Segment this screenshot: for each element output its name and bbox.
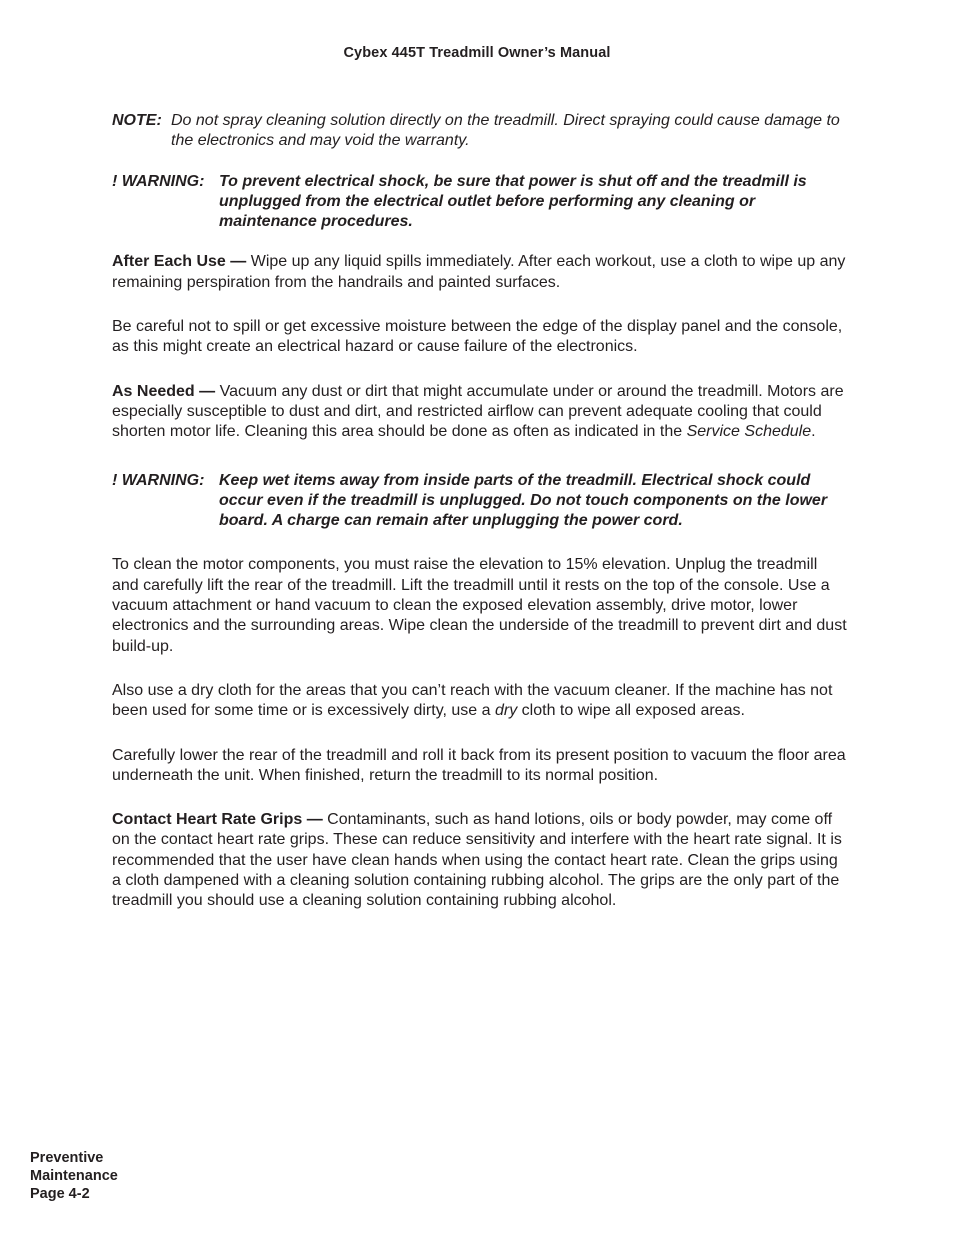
lower-treadmill-paragraph: Carefully lower the rear of the treadmill and roll it back from its present position to vacuum the floor area underneath the unit. When finished, return the treadmill to its normal position. <box>112 746 846 784</box>
as-needed-paragraph <box>112 382 848 443</box>
warning-label: ! WARNING: <box>112 172 205 190</box>
warning-text: To prevent electrical shock, be sure that power is shut off and the treadmill is unplugged from the electrical outlet before performing any cleaning or maintenance procedures. <box>219 172 807 231</box>
heart-rate-grips-text: Contaminants, such as hand lotions, oils or body powder, may come off on the contact heart rate grips. These can reduce sensitivity and interfere with the heart rate signal. It is recommended that the user have clean hands when using the contact heart rate. Clean the grips using a cloth dampened with a cleaning solution containing rubbing alcohol. The grips are the only part of the treadmill you should use a cleaning solution containing rubbing alcohol. <box>112 811 842 910</box>
page-footer <box>30 1149 118 1203</box>
footer-section-line2: Maintenance <box>30 1168 118 1184</box>
as-needed-end: . <box>811 423 816 441</box>
after-each-use-text: Wipe up any liquid spills immediately. After each workout, use a cloth to wipe up any remaining perspiration from the handrails and painted surfaces. <box>112 253 846 291</box>
heart-rate-grips-paragraph <box>112 810 848 911</box>
as-needed-text: Vacuum any dust or dirt that might accumulate under or around the treadmill. Motors are especially susceptible to dust and dirt, and restricted airflow can prevent adequate cooling that could shorten motor life. Cleaning this area should be done as often as indicated in the <box>112 382 844 441</box>
warning-block-electrical-shock <box>112 172 848 233</box>
dry-cloth-text-before: Also use a dry cloth for the areas that you can’t reach with the vacuum cleaner. If the machine has not been used for some time or is excessively dirty, use a <box>112 681 833 720</box>
warning-label: ! WARNING: <box>112 471 205 489</box>
warning-block-wet-items <box>112 471 848 532</box>
note-block <box>112 111 848 152</box>
motor-cleaning-paragraph: To clean the motor components, you must raise the elevation to 15% elevation. Unplug the treadmill and carefully lift the rear of the treadmill. Lift the treadmill until it rests on the top of the console. Use a vacuum attachment or hand vacuum to clean the exposed elevation assembly, drive motor, lower electronics and the surrounding areas. Wipe clean the underside of the treadmill to prevent dirt and dust build-up. <box>112 556 847 655</box>
page-header-title: Cybex 445T Treadmill Owner’s Manual <box>343 45 611 61</box>
careful-paragraph: Be careful not to spill or get excessive moisture between the edge of the display panel and the console, as this might create an electrical hazard or cause failure of the electronics. <box>112 318 843 356</box>
note-text: Do not spray cleaning solution directly on the treadmill. Direct spraying could cause damage to the electronics and may void the warranty. <box>171 112 840 150</box>
after-each-use-paragraph <box>112 252 848 293</box>
dry-emphasis: dry <box>494 702 518 720</box>
footer-page-number: Page 4-2 <box>30 1186 90 1202</box>
footer-section-line1: Preventive <box>30 1150 104 1166</box>
main-content <box>112 111 848 936</box>
dry-cloth-paragraph <box>112 681 848 722</box>
heart-rate-grips-heading: Contact Heart Rate Grips — <box>112 811 323 829</box>
warning-text: Keep wet items away from inside parts of the treadmill. Electrical shock could occur even if the treadmill is unplugged. Do not touch components on the lower board. A charge can remain after unplugging the power cord. <box>219 471 828 530</box>
dry-cloth-text-after: cloth to wipe all exposed areas. <box>521 702 745 720</box>
after-each-use-heading: After Each Use — <box>112 253 247 271</box>
note-label: NOTE: <box>112 112 162 129</box>
as-needed-heading: As Needed — <box>112 382 216 400</box>
service-schedule-reference: Service Schedule <box>686 423 812 441</box>
